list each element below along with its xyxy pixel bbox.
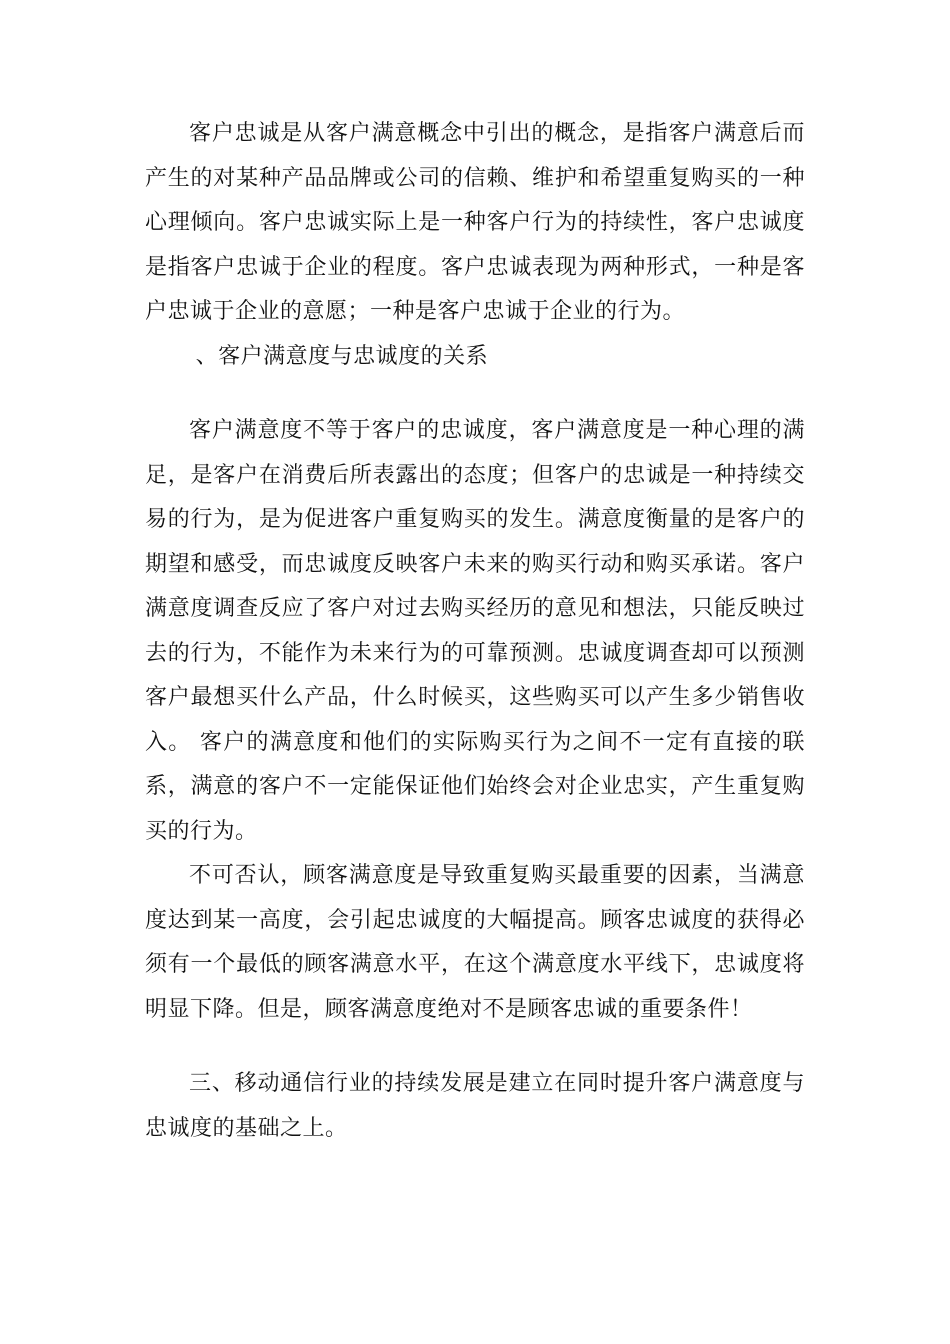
paragraph-satisfaction-vs-loyalty: 客户满意度不等于客户的忠诚度，客户满意度是一种心理的满足，是客户在消费后所表露出的态度；但客户的忠诚是一种持续交易的行为，是为促进客户重复购买的发生。满意度衡量的是客户的期望和感受，而忠诚度反映客户未来的购买行动和购买承诺。客户满意度调查反应了客户对过去购买经历的意见和想法，只能反映过去的行为，不能作为未来行为的可靠预测。忠诚度调查却可以预测客户最想买什么产品，什么时候买，这些购买可以产生多少销售收入。 客户的满意度和他们的实际购买行为之间不一定有直接的联系，满意的客户不一定能保证他们始终会对企业忠实，产生重复购买的行为。 (145, 418, 805, 844)
section-heading-satisfaction-loyalty: 、客户满意度与忠诚度的关系 (195, 343, 489, 369)
paragraph-satisfaction-importance: 不可否认，顾客满意度是导致重复购买最重要的因素，当满意度达到某一高度，会引起忠诚度的大幅提高。顾客忠诚度的获得必须有一个最低的顾客满意水平，在这个满意度水平线下，忠诚度将明显下降。但是，顾客满意度绝对不是顾客忠诚的重要条件！ (145, 863, 805, 1022)
document-body (145, 112, 805, 1151)
paragraph-customer-loyalty: 客户忠诚是从客户满意概念中引出的概念，是指客户满意后而产生的对某种产品品牌或公司的信赖、维护和希望重复购买的一种心理倾向。客户忠诚实际上是一种客户行为的持续性，客户忠诚度是指客户忠诚于企业的程度。客户忠诚表现为两种形式，一种是客户忠诚于企业的意愿；一种是客户忠诚于企业的行为。 (145, 121, 805, 324)
section-heading-mobile-industry: 三、移动通信行业的持续发展是建立在同时提升客户满意度与忠诚度的基础之上。 (145, 1071, 805, 1141)
